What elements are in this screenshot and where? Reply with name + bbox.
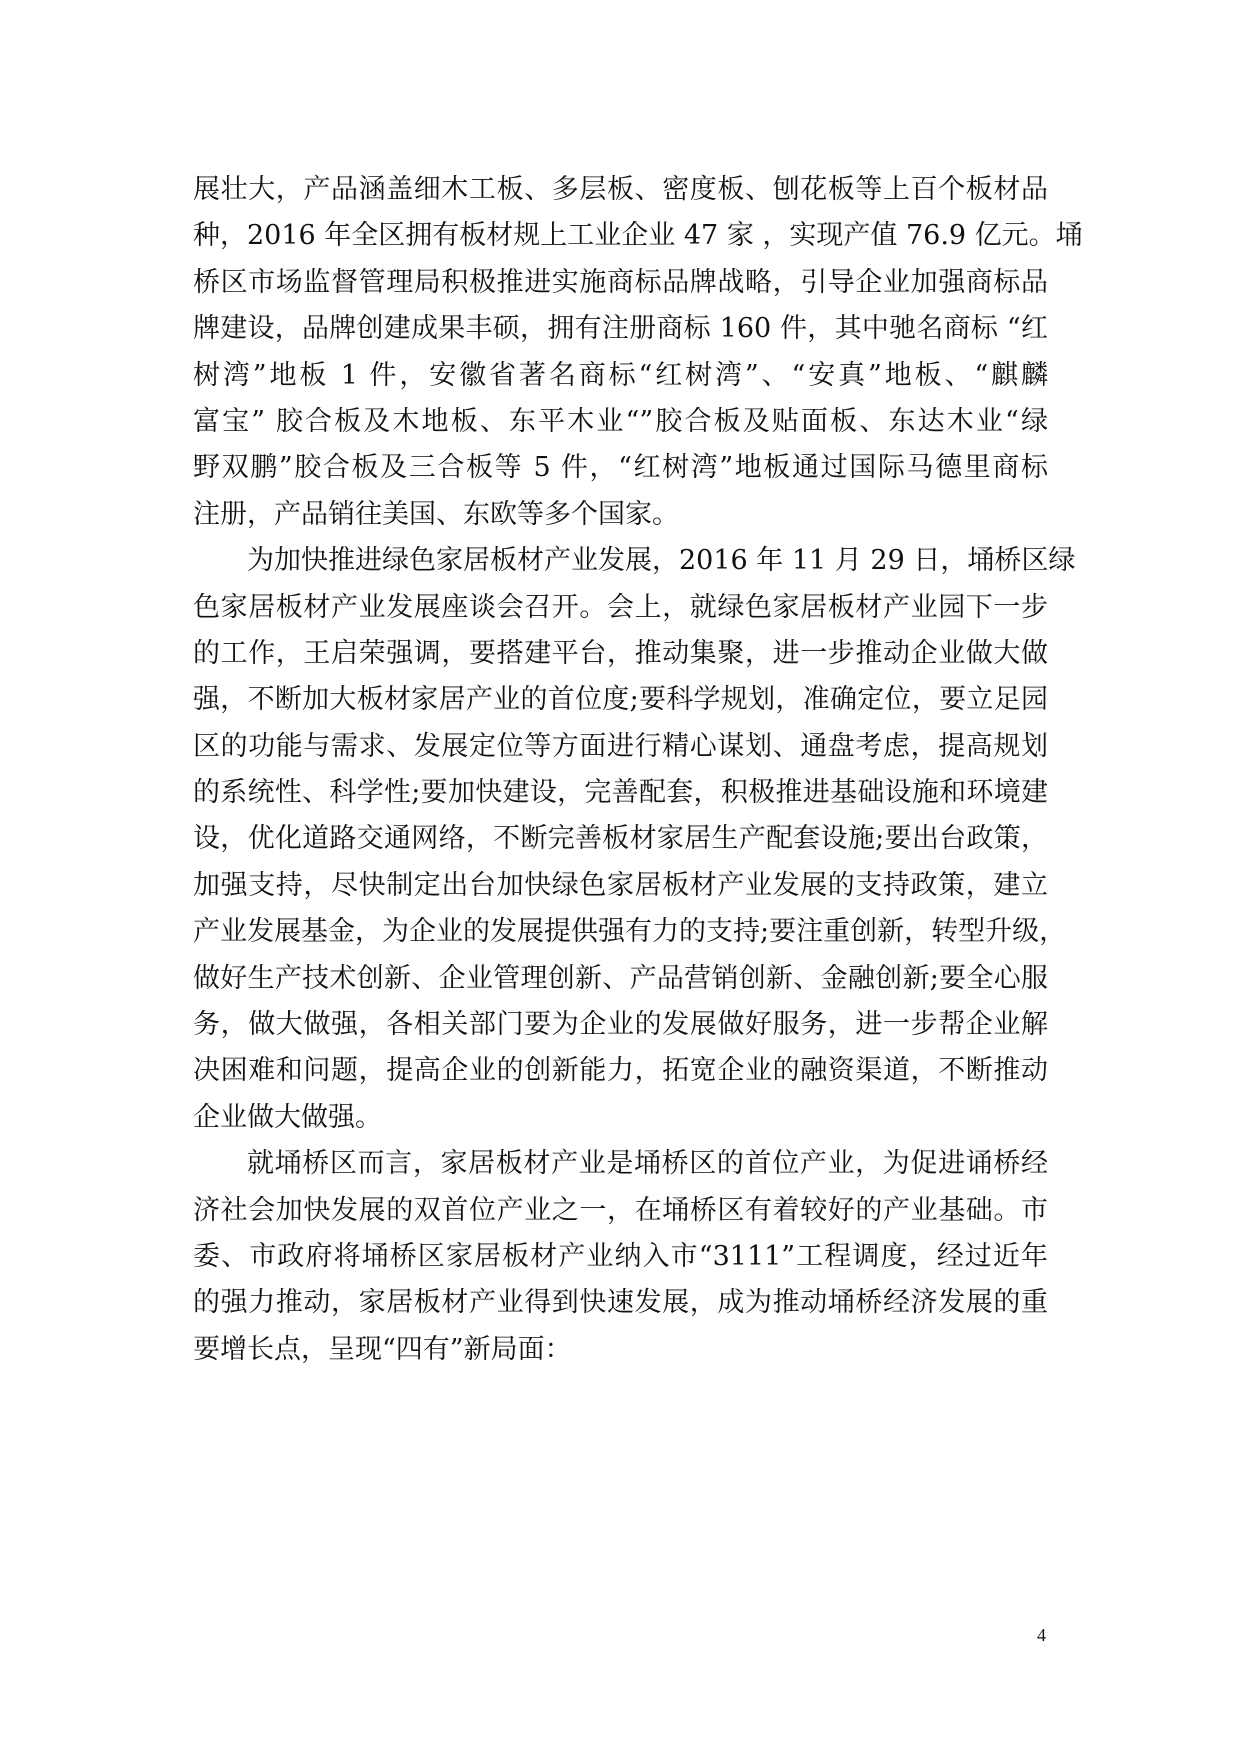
text-line: 加强支持，尽快制定出台加快绿色家居板材产业发展的支持政策，建立 xyxy=(193,869,1048,901)
text-line: 设，优化道路交通网络，不断完善板材家居生产配套设施;要出台政策， xyxy=(193,823,1048,855)
text-line: 色家居板材产业发展座谈会召开。会上，就绿色家居板材产业园下一步 xyxy=(193,591,1048,623)
text-line: 企业做大做强。 xyxy=(193,1101,382,1133)
text-line: 做好生产技术创新、企业管理创新、产品营销创新、金融创新;要全心服 xyxy=(193,962,1048,994)
page-number: 4 xyxy=(1037,1625,1046,1645)
text-line: 展壮大，产品涵盖细木工板、多层板、密度板、刨花板等上百个板材品 xyxy=(193,174,1048,205)
text-line: 为加快推进绿色家居板材产业发展，2016 年 11 月 29 日，埇桥区绿 xyxy=(247,545,1076,577)
paragraph-3 xyxy=(193,1141,1048,1373)
text-line: 注册，产品销往美国、东欧等多个国家。 xyxy=(193,498,679,530)
paragraph-2 xyxy=(193,538,1076,1141)
text-line: 种，2016 年全区拥有板材规上工业企业 47 家 ，实现产值 76.9 亿元。埇 xyxy=(193,220,1083,252)
text-line: 区的功能与需求、发展定位等方面进行精心谋划、通盘考虑，提高规划 xyxy=(193,730,1048,762)
text-line: 要增长点，呈现“四有”新局面： xyxy=(193,1333,572,1365)
text-line: 富宝” 胶合板及木地板、东平木业“”胶合板及贴面板、东达木业“绿 xyxy=(193,405,1048,437)
text-line: 强，不断加大板材家居产业的首位度;要科学规划，准确定位，要立足园 xyxy=(193,684,1048,716)
text-line: 牌建设，品牌创建成果丰硕，拥有注册商标 160 件，其中驰名商标 “红 xyxy=(193,313,1048,345)
text-line: 济社会加快发展的双首位产业之一，在埇桥区有着较好的产业基础。市 xyxy=(193,1194,1048,1226)
text-line: 委、市政府将埇桥区家居板材产业纳入市“3111”工程调度，经过近年 xyxy=(193,1240,1048,1272)
text-line: 的系统性、科学性;要加快建设，完善配套，积极推进基础设施和环境建 xyxy=(193,777,1048,809)
text-line: 桥区市场监督管理局积极推进实施商标品牌战略，引导企业加强商标品 xyxy=(193,266,1048,298)
document-body xyxy=(193,167,1083,1373)
paragraph-1 xyxy=(193,167,1083,538)
text-line: 产业发展基金，为企业的发展提供强有力的支持;要注重创新，转型升级， xyxy=(193,916,1067,948)
text-line: 野双鹏”胶合板及三合板等 5 件，“红树湾”地板通过国际马德里商标 xyxy=(193,452,1048,484)
text-line: 就埇桥区而言，家居板材产业是埇桥区的首位产业，为促进诵桥经 xyxy=(247,1148,1048,1180)
text-line: 的强力推动，家居板材产业得到快速发展，成为推动埇桥经济发展的重 xyxy=(193,1287,1048,1319)
text-line: 的工作，王启荣强调，要搭建平台，推动集聚，进一步推动企业做大做 xyxy=(193,637,1048,669)
text-line: 树湾”地板 1 件，安徽省著名商标“红树湾”、“安真”地板、“麒麟 xyxy=(193,359,1048,391)
text-line: 务，做大做强，各相关部门要为企业的发展做好服务，进一步帮企业解 xyxy=(193,1009,1048,1041)
text-line: 决困难和问题，提高企业的创新能力，拓宽企业的融资渠道，不断推动 xyxy=(193,1055,1048,1087)
